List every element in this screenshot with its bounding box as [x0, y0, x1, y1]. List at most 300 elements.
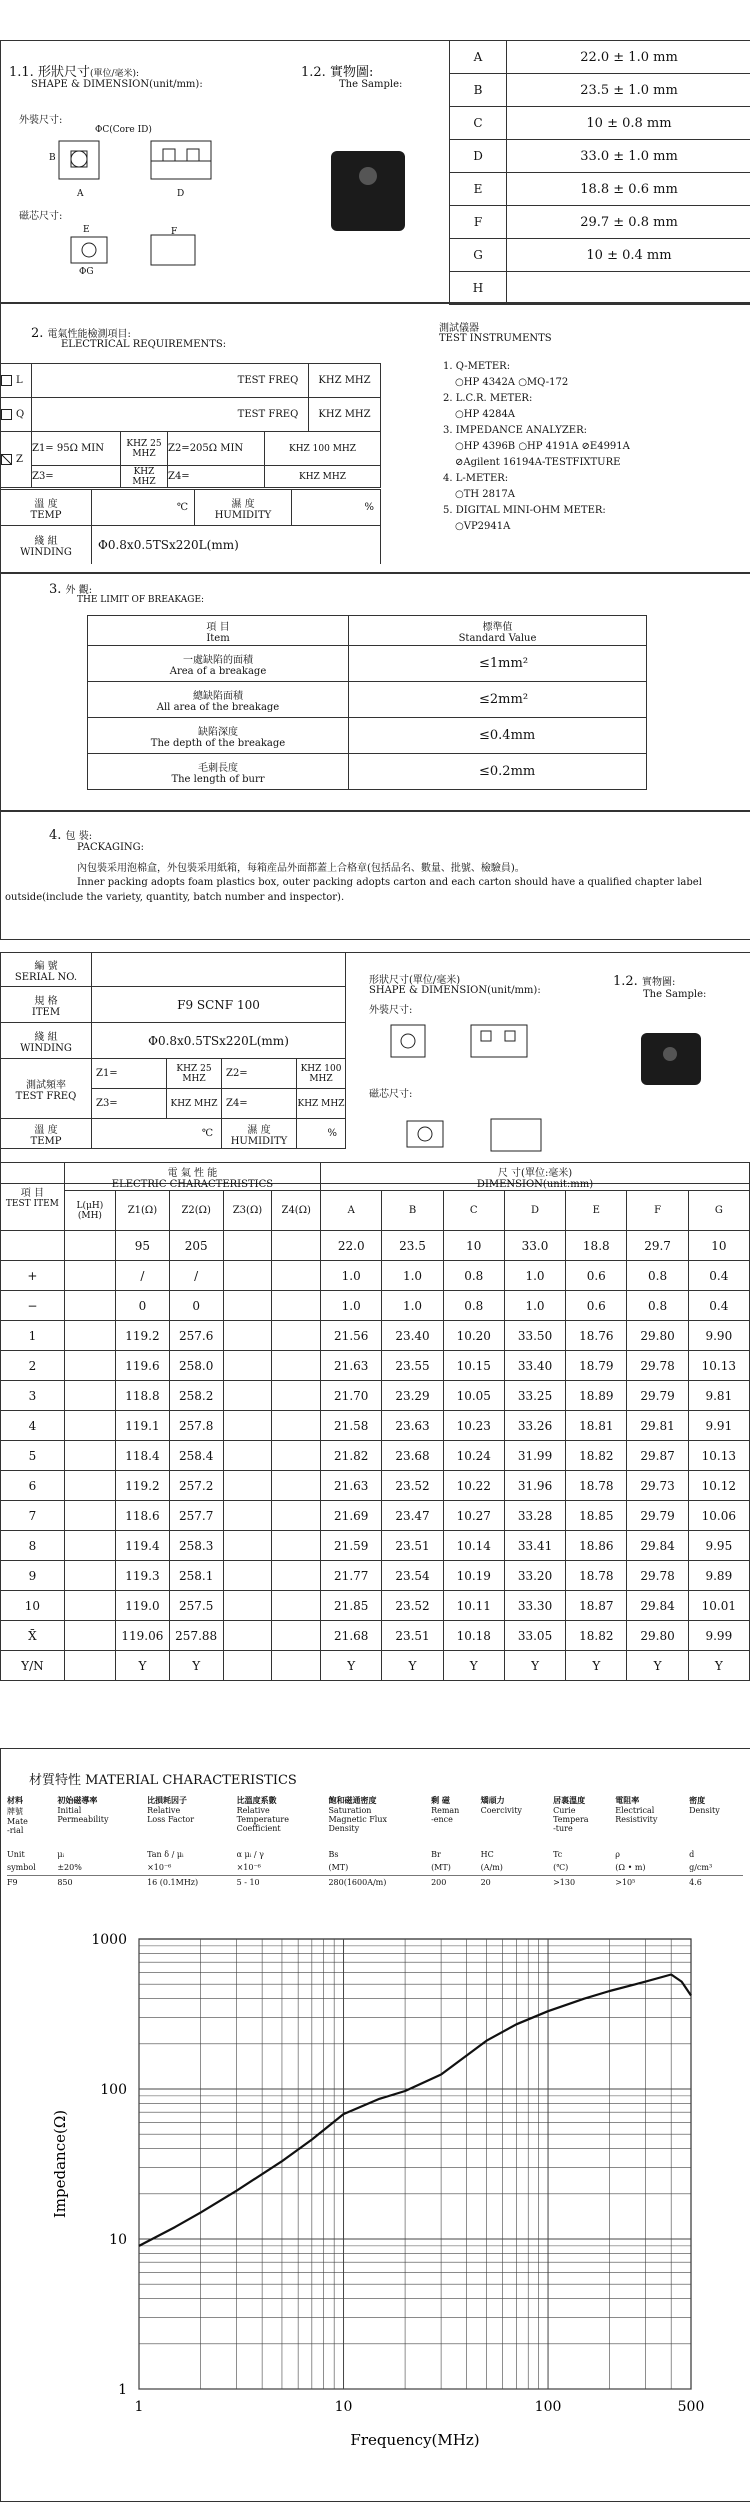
dimension-value: 22.0 ± 1.0 mm	[507, 41, 750, 74]
table-cell	[223, 1501, 272, 1531]
table-cell	[64, 1471, 115, 1501]
table-cell: 10.15	[443, 1351, 504, 1381]
electric-header-en: ELECTRIC CHARACTERISTICS	[65, 1179, 320, 1190]
dimension-value: 33.0 ± 1.0 mm	[507, 140, 750, 173]
table-cell: 257.7	[169, 1501, 223, 1531]
table-cell	[64, 1411, 115, 1441]
sample-title-en: The Sample:	[339, 79, 402, 90]
winding-value: Φ0.8x0.5TSx220L(mm)	[92, 1023, 346, 1059]
z1-frequency: KHZ 25 MHZ	[121, 432, 168, 466]
table-cell	[272, 1441, 321, 1471]
dimension-key: H	[450, 272, 507, 305]
packaging-title-en: PACKAGING:	[77, 842, 144, 853]
material-header-line: Coefficient	[237, 1824, 329, 1833]
table-cell	[272, 1261, 321, 1291]
dimension-header-cn: 尺 寸(單位:毫米)	[321, 1164, 749, 1179]
breakage-title-en: THE LIMIT OF BREAKAGE:	[77, 595, 204, 605]
table-cell	[272, 1651, 321, 1681]
material-value: >130	[553, 1875, 615, 1889]
packaging-heading	[49, 827, 92, 843]
table-cell: 18.89	[566, 1381, 627, 1411]
material-header-line: 牌號	[7, 1806, 57, 1817]
table-cell: 119.6	[116, 1351, 170, 1381]
material-unit: Bs	[328, 1847, 431, 1861]
label-d: D	[177, 189, 184, 199]
table-row	[1, 1501, 750, 1531]
table-cell: 119.3	[116, 1561, 170, 1591]
table-cell	[64, 1231, 115, 1261]
material-symbol: ×10⁻⁶	[237, 1861, 329, 1875]
table-cell: Y	[566, 1651, 627, 1681]
table-cell: Y	[321, 1651, 382, 1681]
table-cell: 21.77	[321, 1561, 382, 1591]
table-cell: 29.81	[627, 1411, 688, 1441]
z1-frequency: KHZ 25 MHZ	[167, 1059, 222, 1089]
outer-shape-drawing	[381, 1019, 541, 1069]
q-test-freq: TEST FREQ	[228, 398, 309, 432]
row-label: 10	[1, 1591, 65, 1621]
dimension-row	[450, 107, 750, 140]
material-header-line: -ture	[553, 1824, 615, 1833]
instrument-line: ○TH 2817A	[443, 487, 630, 503]
material-header-line: 剩 磁	[431, 1795, 481, 1806]
table-cell: 95	[116, 1231, 170, 1261]
breakage-row	[88, 646, 647, 682]
table-cell: 119.2	[116, 1471, 170, 1501]
z4-frequency: KHZ MHZ	[297, 1089, 346, 1119]
table-cell	[223, 1651, 272, 1681]
impedance-req-table	[1, 431, 381, 488]
table-cell: 29.78	[627, 1351, 688, 1381]
table-row	[1, 1471, 750, 1501]
table-cell	[64, 1441, 115, 1471]
material-header-line: 電阻率	[615, 1795, 689, 1806]
table-cell: /	[116, 1261, 170, 1291]
table-cell: 33.30	[504, 1591, 565, 1621]
shape-title-en: SHAPE & DIMENSION(unit/mm):	[369, 985, 541, 996]
table-cell: Y	[627, 1651, 688, 1681]
column-header: G	[688, 1191, 749, 1231]
section-number: 3.	[49, 582, 61, 597]
table-cell: 9.99	[688, 1621, 749, 1651]
table-cell: 10.11	[443, 1591, 504, 1621]
table-cell: 205	[169, 1231, 223, 1261]
material-header	[7, 1795, 57, 1847]
table-cell: 18.81	[566, 1411, 627, 1441]
material-header-line: 飽和磁通密度	[328, 1795, 431, 1806]
table-cell	[272, 1531, 321, 1561]
sample-heading	[301, 61, 373, 80]
freq-label-en: TEST FREQ	[1, 1091, 91, 1102]
material-header-line: Electrical	[615, 1806, 689, 1815]
table-row	[1, 1261, 750, 1291]
material-header	[431, 1795, 481, 1847]
table-cell: 18.78	[566, 1471, 627, 1501]
shape-title-en: SHAPE & DIMENSION(unit/mm):	[31, 79, 203, 90]
material-unit: HC	[481, 1847, 553, 1861]
material-value: >10⁵	[615, 1875, 689, 1889]
humidity-label-cn: 濕 度	[222, 1121, 296, 1136]
material-symbol: symbol	[7, 1861, 57, 1875]
material-header-line: Loss Factor	[147, 1815, 237, 1824]
table-cell	[223, 1351, 272, 1381]
material-value: 200	[431, 1875, 481, 1889]
table-cell: 10.01	[688, 1591, 749, 1621]
core-size-label: 磁芯尺寸:	[19, 207, 62, 222]
temp-humidity-table	[1, 489, 381, 564]
label-e: E	[83, 225, 90, 235]
row-label: 4	[1, 1411, 65, 1441]
q-khz-mhz: KHZ MHZ	[309, 398, 381, 432]
core-shape-drawing	[401, 1103, 551, 1159]
z2-frequency: KHZ 100 MHZ	[297, 1059, 346, 1089]
table-cell: Y	[443, 1651, 504, 1681]
breakage-item-cn: 缺陷深度	[88, 723, 348, 738]
material-symbol: ±20%	[57, 1861, 147, 1875]
table-cell: 29.79	[627, 1501, 688, 1531]
table-cell	[223, 1411, 272, 1441]
breakage-standard: ≤0.4mm	[349, 718, 647, 754]
sample-title-cn: 實物圖:	[642, 977, 675, 988]
table-cell: 18.85	[566, 1501, 627, 1531]
material-header-line: 居裏溫度	[553, 1795, 615, 1806]
table-cell: 33.50	[504, 1321, 565, 1351]
dimension-key: C	[450, 107, 507, 140]
z3-requirement: Z3=	[32, 466, 121, 488]
winding-value: Φ0.8x0.5TSx220L(mm)	[92, 526, 381, 564]
material-header-line: Saturation	[328, 1806, 431, 1815]
instrument-line: ○HP 4284A	[443, 407, 630, 423]
table-cell: 257.2	[169, 1471, 223, 1501]
column-header: Z3(Ω)	[223, 1191, 272, 1231]
y-tick-label: 100	[100, 2082, 127, 2098]
column-header: B	[382, 1191, 443, 1231]
table-cell	[272, 1321, 321, 1351]
breakage-standard: ≤2mm²	[349, 682, 647, 718]
material-value: F9	[7, 1875, 57, 1889]
packaging-text-cn: 內包裝采用泡棉盒，外包裝采用紙箱，每箱産品外面都蓋上合格章(包括品名、數量、批號、檢驗員)。	[77, 859, 737, 874]
table-cell: Y	[504, 1651, 565, 1681]
table-cell: 18.79	[566, 1351, 627, 1381]
label-a: A	[77, 189, 84, 199]
serial-label-cn: 編 號	[1, 957, 91, 972]
dimension-row	[450, 74, 750, 107]
table-cell: /	[169, 1261, 223, 1291]
breakage-item-en: The length of burr	[88, 774, 348, 785]
table-cell: 119.2	[116, 1321, 170, 1351]
table-cell: 23.51	[382, 1531, 443, 1561]
impedance-series-line	[139, 1975, 691, 2246]
table-cell: 29.79	[627, 1381, 688, 1411]
humidity-unit: %	[292, 490, 381, 526]
section-packaging	[0, 810, 750, 940]
material-table	[7, 1795, 743, 1889]
x-tick-label: 1	[135, 2399, 144, 2415]
shape-unit-cn: (單位/毫米):	[90, 69, 139, 79]
section-number: 2.	[31, 326, 43, 341]
table-row	[1, 1291, 750, 1321]
instrument-line: ⊘Agilent 16194A-TESTFIXTURE	[443, 455, 630, 471]
table-cell: 10	[688, 1231, 749, 1261]
table-cell: 29.84	[627, 1591, 688, 1621]
humidity-label-en: HUMIDITY	[222, 1136, 296, 1147]
table-cell: 1.0	[382, 1261, 443, 1291]
table-cell	[272, 1561, 321, 1591]
z2-requirement: Z2=205Ω MIN	[168, 432, 265, 466]
instruments-title-en: TEST INSTRUMENTS	[439, 333, 552, 344]
z3-frequency: KHZ MHZ	[167, 1089, 222, 1119]
table-cell: 29.87	[627, 1441, 688, 1471]
l-test-freq: TEST FREQ	[228, 364, 309, 398]
section-number: 4.	[49, 828, 61, 843]
table-cell: 33.0	[504, 1231, 565, 1261]
winding-label-cn: 綫 組	[1, 532, 91, 547]
table-cell: 10.27	[443, 1501, 504, 1531]
material-header	[615, 1795, 689, 1847]
winding-label-cn: 綫 組	[1, 1028, 91, 1043]
column-header: C	[443, 1191, 504, 1231]
z4-frequency: KHZ MHZ	[265, 466, 381, 488]
table-cell: 9.95	[688, 1531, 749, 1561]
material-header-line: Relative	[147, 1806, 237, 1815]
row-label: Y/N	[1, 1651, 65, 1681]
sample-heading	[613, 973, 675, 989]
measurement-table	[0, 1162, 750, 1681]
table-cell: 10	[443, 1231, 504, 1261]
table-cell: 21.85	[321, 1591, 382, 1621]
table-row	[1, 1231, 750, 1261]
table-cell	[223, 1621, 272, 1651]
item-value: F9 SCNF 100	[92, 987, 346, 1023]
column-header: Z1(Ω)	[116, 1191, 170, 1231]
material-value: 5 - 10	[237, 1875, 329, 1889]
table-cell: 10.12	[688, 1471, 749, 1501]
label-f: F	[171, 227, 177, 237]
column-header: Z2(Ω)	[169, 1191, 223, 1231]
label-b: B	[49, 153, 56, 163]
item-header-en: Item	[88, 633, 348, 644]
x-tick-label: 10	[335, 2399, 353, 2415]
humidity-label-cn: 濕 度	[195, 495, 291, 510]
row-label: 7	[1, 1501, 65, 1531]
table-cell: 9.91	[688, 1411, 749, 1441]
table-cell: 23.52	[382, 1591, 443, 1621]
material-unit: Br	[431, 1847, 481, 1861]
breakage-item-cn: 一處缺陷的面積	[88, 651, 348, 666]
instrument-line: 5. DIGITAL MINI-OHM METER:	[443, 503, 630, 519]
z-checkbox[interactable]	[1, 454, 12, 465]
l-label: L	[16, 375, 23, 386]
table-cell: 33.25	[504, 1381, 565, 1411]
dimension-spec-table	[449, 40, 750, 305]
label-g: ΦG	[79, 267, 94, 277]
table-cell: 1.0	[321, 1291, 382, 1321]
table-cell	[223, 1381, 272, 1411]
table-cell	[223, 1291, 272, 1321]
table-cell: 31.96	[504, 1471, 565, 1501]
row-label: X̄	[1, 1621, 65, 1651]
shape-heading	[9, 61, 139, 80]
material-symbol: (Ω • m)	[615, 1861, 689, 1875]
z3-label: Z3=	[92, 1089, 167, 1119]
table-cell: 0	[169, 1291, 223, 1321]
table-cell	[64, 1531, 115, 1561]
table-cell: 118.6	[116, 1501, 170, 1531]
material-header-line: 比損耗因子	[147, 1795, 237, 1806]
material-header-line: Density	[328, 1824, 431, 1833]
electric-header-cn: 電 氣 性 能	[65, 1164, 320, 1179]
material-symbol: (MT)	[328, 1861, 431, 1875]
table-cell	[223, 1261, 272, 1291]
dimension-value	[507, 272, 750, 305]
section-material	[0, 1748, 750, 2502]
outer-shape-drawing	[41, 133, 221, 193]
table-cell: 0.8	[627, 1261, 688, 1291]
material-symbol: (℃)	[553, 1861, 615, 1875]
table-cell: 0.4	[688, 1261, 749, 1291]
table-cell: Y	[688, 1651, 749, 1681]
serial-value	[92, 953, 346, 987]
table-cell: 33.40	[504, 1351, 565, 1381]
breakage-standard: ≤0.2mm	[349, 754, 647, 790]
table-cell: 29.80	[627, 1621, 688, 1651]
column-header: Z4(Ω)	[272, 1191, 321, 1231]
table-cell: 21.58	[321, 1411, 382, 1441]
table-cell	[64, 1351, 115, 1381]
table-row	[1, 1441, 750, 1471]
section-electrical	[0, 302, 750, 574]
table-cell: 10.13	[688, 1351, 749, 1381]
breakage-item-cn: 總缺陷面積	[88, 687, 348, 702]
row-label: +	[1, 1261, 65, 1291]
table-row	[1, 1621, 750, 1651]
z3-frequency: KHZ MHZ	[121, 466, 168, 488]
table-cell	[64, 1561, 115, 1591]
shape-title-cn: 形狀尺寸	[38, 65, 90, 80]
material-symbol: ×10⁻⁶	[147, 1861, 237, 1875]
table-cell: 258.1	[169, 1561, 223, 1591]
breakage-title-cn: 外 觀:	[66, 585, 93, 596]
electrical-req-table	[1, 363, 381, 432]
breakage-item-en: Area of a breakage	[88, 666, 348, 677]
row-label: 1	[1, 1321, 65, 1351]
std-header-cn: 標準值	[349, 618, 646, 633]
material-header-line: Permeability	[57, 1815, 147, 1824]
table-cell: 18.8	[566, 1231, 627, 1261]
column-header: D	[504, 1191, 565, 1231]
l-checkbox[interactable]	[1, 375, 12, 386]
material-value: 280(1600A/m)	[328, 1875, 431, 1889]
table-cell: 23.54	[382, 1561, 443, 1591]
material-header-line: Temperature	[237, 1815, 329, 1824]
table-cell: 0	[116, 1291, 170, 1321]
table-cell: 10.19	[443, 1561, 504, 1591]
temp-unit: ℃	[92, 490, 195, 526]
dimension-key: F	[450, 206, 507, 239]
material-header-line: Resistivity	[615, 1815, 689, 1824]
material-header-line: -ence	[431, 1815, 481, 1824]
item-label-en: ITEM	[1, 1007, 91, 1018]
table-cell	[223, 1321, 272, 1351]
material-title: 材質特性 MATERIAL CHARACTERISTICS	[29, 1769, 297, 1788]
x-tick-label: 100	[535, 2399, 562, 2415]
row-label: 5	[1, 1441, 65, 1471]
dimension-value: 23.5 ± 1.0 mm	[507, 74, 750, 107]
table-cell	[64, 1321, 115, 1351]
sample-title-en: The Sample:	[643, 989, 706, 1000]
table-cell: 21.70	[321, 1381, 382, 1411]
sample-title-cn: 實物圖:	[330, 65, 373, 80]
section-number: 1.2.	[301, 65, 326, 80]
dimension-row	[450, 206, 750, 239]
table-cell	[64, 1621, 115, 1651]
temp-label-cn: 溫 度	[1, 495, 91, 510]
core-hole	[663, 1047, 677, 1061]
table-cell: 21.63	[321, 1351, 382, 1381]
table-cell: 29.73	[627, 1471, 688, 1501]
table-row	[1, 1381, 750, 1411]
dimension-row	[450, 272, 750, 305]
table-cell: 10.23	[443, 1411, 504, 1441]
instrument-line: 3. IMPEDANCE ANALYZER:	[443, 423, 630, 439]
y-tick-label: 1000	[91, 1932, 127, 1948]
electrical-title-cn: 電氣性能檢測項目:	[48, 329, 131, 340]
table-cell: 21.82	[321, 1441, 382, 1471]
temp-label-en: TEMP	[1, 510, 91, 521]
material-unit: Tc	[553, 1847, 615, 1861]
dimension-key: D	[450, 140, 507, 173]
material-value: 4.6	[689, 1875, 743, 1889]
material-header-line: 矯頑力	[481, 1795, 553, 1806]
table-cell: 21.68	[321, 1621, 382, 1651]
table-cell: 119.06	[116, 1621, 170, 1651]
table-cell: 119.4	[116, 1531, 170, 1561]
section-number: 1.1.	[9, 65, 34, 80]
z1-label: Z1=	[92, 1059, 167, 1089]
table-cell: 0.6	[566, 1291, 627, 1321]
table-cell	[272, 1381, 321, 1411]
z2-label: Z2=	[222, 1059, 297, 1089]
row-label: 3	[1, 1381, 65, 1411]
dimension-key: E	[450, 173, 507, 206]
column-header: L(μH) (MH)	[64, 1191, 115, 1231]
table-cell: 33.41	[504, 1531, 565, 1561]
column-header: A	[321, 1191, 382, 1231]
material-header-line: 初始磁導率	[57, 1795, 147, 1806]
table-cell: 1.0	[382, 1291, 443, 1321]
table-cell: 0.8	[443, 1291, 504, 1321]
material-header-line: Reman	[431, 1806, 481, 1815]
instrument-line: ○VP2941A	[443, 519, 630, 535]
q-checkbox[interactable]	[1, 409, 12, 420]
core-hole	[359, 167, 377, 185]
table-cell: 23.5	[382, 1231, 443, 1261]
material-unit: Tan δ / μᵢ	[147, 1847, 237, 1861]
table-cell: 258.4	[169, 1441, 223, 1471]
humidity-unit: %	[297, 1119, 346, 1149]
material-symbol: (A/m)	[481, 1861, 553, 1875]
material-header-line: Magnetic Flux	[328, 1815, 431, 1824]
table-cell: 23.52	[382, 1471, 443, 1501]
table-cell: 33.20	[504, 1561, 565, 1591]
material-header-line: 比溫度系數	[237, 1795, 329, 1806]
table-cell: 10.13	[688, 1441, 749, 1471]
x-tick-label: 500	[678, 2399, 705, 2415]
winding-label-en: WINDING	[1, 1043, 91, 1054]
table-cell: 10.20	[443, 1321, 504, 1351]
z1-requirement: Z1= 95Ω MIN	[32, 432, 121, 466]
table-row	[1, 1531, 750, 1561]
